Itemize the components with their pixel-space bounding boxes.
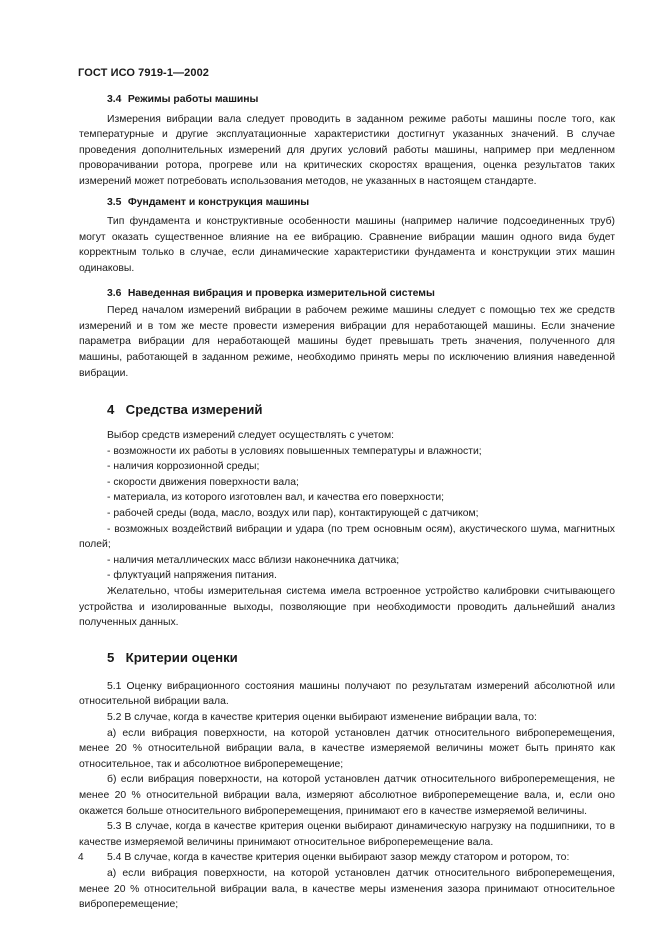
section-number: 5 <box>107 649 115 665</box>
list-item: - наличия коррозионной среды; <box>107 461 260 473</box>
list-item: - флуктуаций напряжения питания. <box>107 570 277 582</box>
subsection-3-4-heading <box>79 92 615 108</box>
paragraph-5-2: 5.2 В случае, когда в качестве критерия оценки выбирают изменение вибрации вала, то: <box>107 712 537 723</box>
section-title: Критерии оценки <box>125 649 238 665</box>
subsection-3-6-heading <box>79 286 615 302</box>
paragraph-5-1: 5.1 Оценку вибрационного состояния машины получают по результатам измерений абсолютной или относительной вибрации вала. <box>79 680 615 708</box>
list-item: - наличия металлических масс вблизи наконечника датчика; <box>107 554 400 566</box>
subsection-title: Режимы работы машины <box>127 94 259 105</box>
section-5-heading <box>79 649 615 667</box>
subsection-number: 3.6 <box>107 287 122 299</box>
paragraph-5-4-a: а) если вибрация поверхности, на которой установлен датчик относительного виброперемещения, менее 20 % относительной вибрации вала, в качестве меры изменения зазора принимают относительное виброперемещение; <box>79 867 615 911</box>
paragraph-3-4: Измерения вибрации вала следует проводить в заданном режиме работы машины после того, как температурные и другие эксплуатационные характеристики достигнут указанных значений. В случае проведения дополнительных измерений для других условий работы машины, например при медленном проворачивании ротора, прогреве или на критических скоростях вращения, оценка результатов таких измерений может потребовать использования методов, не указанных в настоящем стандарте. <box>79 113 615 187</box>
list-item: - скорости движения поверхности вала; <box>107 476 299 488</box>
subsection-number: 3.5 <box>107 196 122 208</box>
document-header: ГОСТ ИСО 7919-1—2002 <box>78 67 210 79</box>
list-item: - рабочей среды (вода, масло, воздух или пар), контактирующей с датчиком; <box>107 508 479 520</box>
list-item: - возможности их работы в условиях повышенных температуры и влажности; <box>107 445 482 457</box>
paragraph-5-3: 5.3 В случае, когда в качестве критерия оценки выбирают динамическую нагрузку на подшипники, то в качестве измеряемой величины принимают относительное виброперемещение вала. <box>79 821 615 848</box>
subsection-title: Наведенная вибрация и проверка измерительной системы <box>127 287 435 299</box>
page-number: 4 <box>78 852 84 863</box>
section-4-closing: Желательно, чтобы измерительная система имела встроенное устройство калибровки считывающего устройства и изолированные выходы, позволяющие при необходимости проводить дальнейший анализ полученных данных. <box>79 586 615 629</box>
subsection-3-5-heading <box>79 195 615 211</box>
section-4-intro: Выбор средств измерений следует осуществлять с учетом: <box>107 430 394 442</box>
section-4-heading <box>79 401 615 419</box>
subsection-number: 3.4 <box>107 94 122 105</box>
page-content <box>79 92 615 913</box>
paragraph-5-4: 5.4 В случае, когда в качестве критерия оценки выбирают зазор между статором и ротором, то: <box>107 852 570 864</box>
section-title: Средства измерений <box>125 402 263 418</box>
list-item: - возможных воздействий вибрации и удара (по трем основным осям), акустического шума, магнитных полей; <box>79 523 615 551</box>
paragraph-5-2-b: б) если вибрация поверхности, на которой установлен датчик относительного виброперемещения, не менее 20 % относительной вибрации вала, измеряют абсолютное виброперемещение вала, и, если оно окажется больше относительного виброперемещения, принимают его в качестве измеряемой величины. <box>79 774 615 817</box>
subsection-title: Фундамент и конструкция машины <box>127 196 310 208</box>
paragraph-5-2-a: а) если вибрация поверхности, на которой установлен датчик относительного виброперемещения, менее 20 % относительной вибрации вала, в качестве измеряемой величины может быть принято как относительное, так и абсолютное виброперемещение; <box>79 727 615 770</box>
section-number: 4 <box>107 402 115 418</box>
list-item: - материала, из которого изготовлен вал, и качества его поверхности; <box>107 492 445 504</box>
paragraph-3-6: Перед началом измерений вибрации в рабочем режиме машины следует с помощью тех же средств измерений и в том же месте провести измерения вибрации для неработающей машины. Если значение параметра вибрации для неработающей машины будет превышать треть значения, полученного для машины, работающей в заданном режиме, необходимо принять меры по исключению влияния наведенной вибрации. <box>79 305 615 379</box>
paragraph-3-5: Тип фундамента и конструктивные особенности машины (например наличие подсоединенных труб) могут оказать существенное влияние на ее вибрацию. Сравнение вибрации машин одного вида будет корректным только в случае, если динамические характеристики фундамента и конструкции этих машин одинаковы. <box>79 216 615 274</box>
